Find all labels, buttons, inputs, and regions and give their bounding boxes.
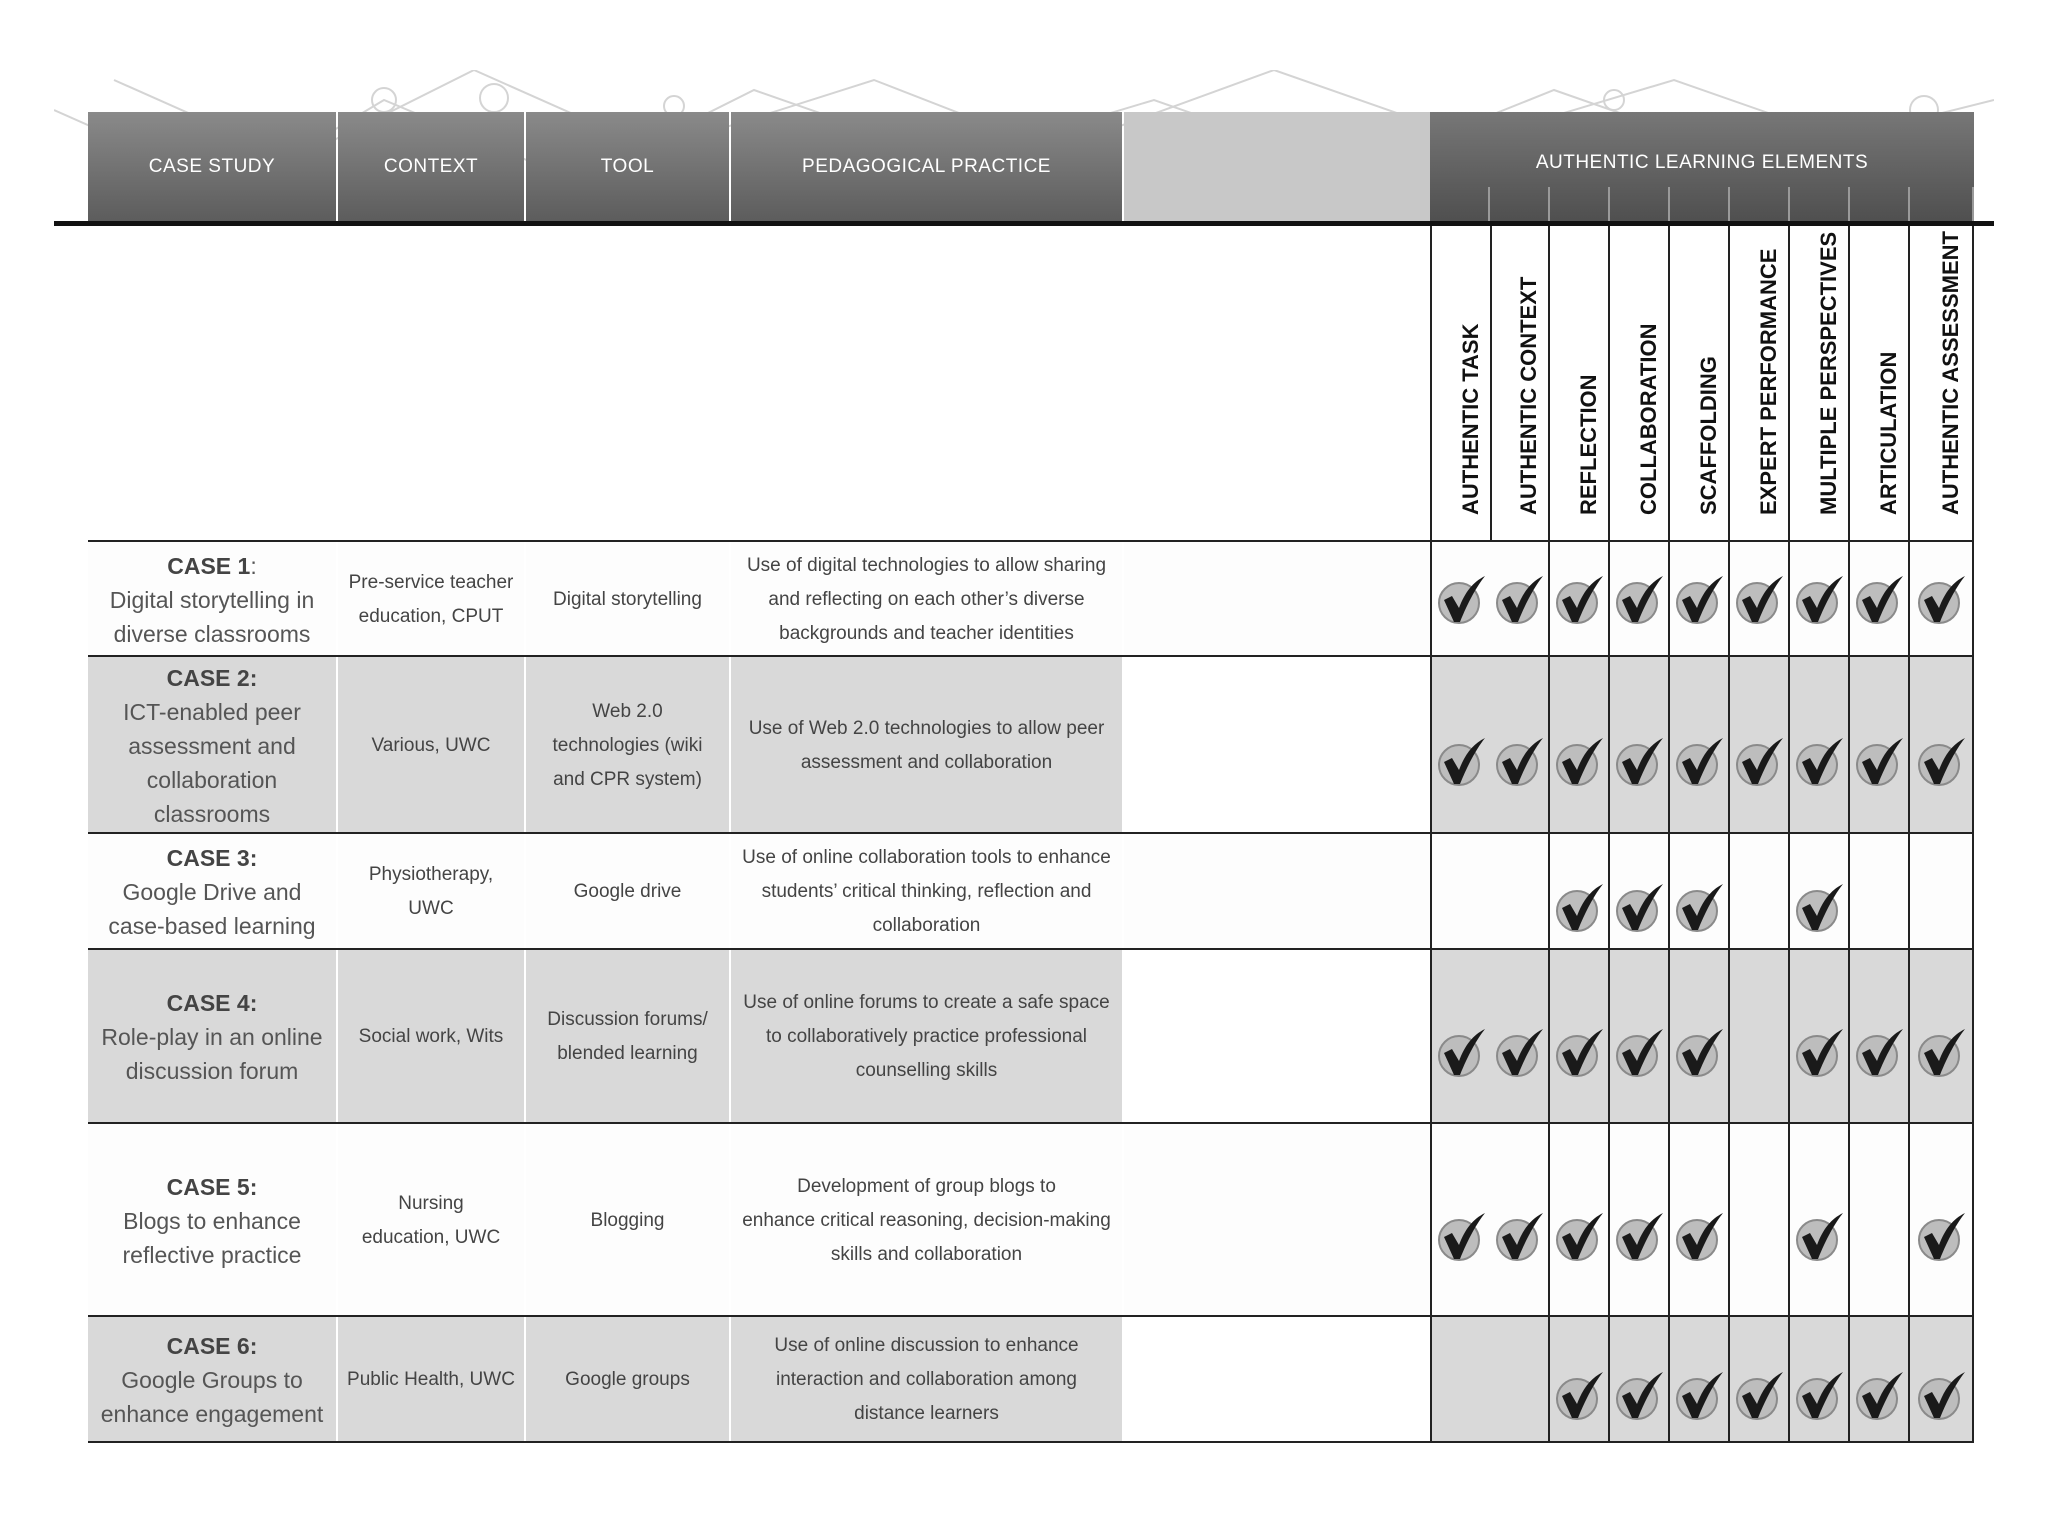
context-line: UWC bbox=[408, 898, 454, 919]
check-cell-multiple-perspectives bbox=[1790, 657, 1850, 834]
practice-cell bbox=[731, 542, 1124, 657]
practice-cell bbox=[731, 950, 1124, 1124]
case-cell bbox=[88, 834, 338, 950]
context-line: Physiotherapy, bbox=[368, 864, 494, 885]
table-row bbox=[88, 948, 1974, 1124]
checkmark-icon bbox=[1435, 736, 1487, 788]
check-cell-authentic-assessment bbox=[1910, 542, 1974, 657]
case-label bbox=[123, 661, 301, 695]
check-cell-authentic-context bbox=[1490, 950, 1550, 1124]
case-number: CASE 5: bbox=[166, 1173, 258, 1200]
context-cell bbox=[338, 1317, 526, 1443]
practice-line: Development of group blogs to bbox=[797, 1175, 1056, 1197]
checkmark-icon bbox=[1553, 736, 1605, 788]
column-header-authentic-context bbox=[1490, 226, 1550, 540]
checkmark-icon bbox=[1553, 1211, 1605, 1263]
tool-line: Web 2.0 bbox=[592, 700, 663, 722]
check-cell-reflection bbox=[1550, 950, 1610, 1124]
check-cell-expert-performance bbox=[1730, 542, 1790, 657]
practice-line: Use of online forums to create a safe space bbox=[743, 992, 1110, 1013]
checkmark-icon bbox=[1673, 1211, 1725, 1263]
header-authentic-learning-elements-label: AUTHENTIC LEARNING ELEMENTS bbox=[1535, 152, 1869, 173]
header-subcell bbox=[1730, 187, 1790, 222]
context-cell bbox=[338, 542, 526, 657]
context-line: Social work, Wits bbox=[358, 1026, 504, 1047]
column-header-scaffolding bbox=[1670, 226, 1730, 540]
checkmark-icon bbox=[1793, 736, 1845, 788]
case-title-line: discussion forum bbox=[125, 1058, 299, 1084]
context-line: education, CPUT bbox=[358, 605, 504, 627]
practice-line: backgrounds and teacher identities bbox=[779, 622, 1074, 644]
practice-line: Use of Web 2.0 technologies to allow peer bbox=[748, 717, 1105, 739]
checkmark-icon bbox=[1853, 574, 1905, 626]
column-header-articulation bbox=[1850, 226, 1910, 540]
check-cell-expert-performance bbox=[1730, 950, 1790, 1124]
table-row bbox=[88, 832, 1974, 950]
column-header-authentic-assessment bbox=[1910, 226, 1974, 540]
header-subcell bbox=[1910, 187, 1974, 222]
case-label bbox=[110, 549, 315, 583]
practice-line: skills and collaboration bbox=[830, 1243, 1023, 1265]
check-cell-scaffolding bbox=[1670, 950, 1730, 1124]
context-line: education, UWC bbox=[361, 1226, 501, 1248]
context-cell bbox=[338, 1124, 526, 1317]
check-cell-collaboration bbox=[1610, 834, 1670, 950]
checkmark-icon bbox=[1793, 882, 1845, 934]
context-cell bbox=[338, 834, 526, 950]
checkmark-icon bbox=[1673, 574, 1725, 626]
checkmark-icon bbox=[1493, 1027, 1545, 1079]
case-title-line: reflective practice bbox=[122, 1241, 302, 1268]
checkmark-icon bbox=[1793, 1027, 1845, 1079]
practice-line: Use of digital technologies to allow sharing bbox=[746, 554, 1107, 576]
case-label bbox=[101, 1329, 324, 1363]
header-subcell bbox=[1850, 187, 1910, 222]
check-cell-collaboration bbox=[1610, 542, 1670, 657]
check-cell-reflection bbox=[1550, 657, 1610, 834]
practice-line: interaction and collaboration among bbox=[775, 1369, 1077, 1390]
checkmark-icon bbox=[1435, 1027, 1487, 1079]
checkmark-icon bbox=[1553, 574, 1605, 626]
tool-cell bbox=[526, 1317, 731, 1443]
tool-line: Google groups bbox=[565, 1369, 690, 1390]
check-cell-articulation bbox=[1850, 542, 1910, 657]
check-cell-authentic-assessment bbox=[1910, 1124, 1974, 1317]
check-cell-collaboration bbox=[1610, 1317, 1670, 1443]
spacer-cell bbox=[1124, 1317, 1430, 1443]
checkmark-icon bbox=[1613, 882, 1665, 934]
check-cell-authentic-assessment bbox=[1910, 657, 1974, 834]
practice-line: assessment and collaboration bbox=[800, 751, 1053, 773]
context-line: Nursing bbox=[398, 1192, 464, 1214]
check-cell-authentic-assessment bbox=[1910, 834, 1974, 950]
tool-line: technologies (wiki bbox=[552, 734, 703, 756]
case-number: CASE 4: bbox=[166, 990, 258, 1016]
practice-cell bbox=[731, 657, 1124, 834]
column-header-expert-performance bbox=[1730, 226, 1790, 540]
header-context bbox=[338, 112, 524, 222]
check-cell-articulation bbox=[1850, 657, 1910, 834]
case-number: CASE 3: bbox=[166, 845, 258, 871]
case-cell bbox=[88, 657, 338, 834]
header-subcell bbox=[1490, 187, 1550, 222]
checkmark-icon bbox=[1915, 574, 1967, 626]
column-header-collaboration bbox=[1610, 226, 1670, 540]
case-title-line: diverse classrooms bbox=[113, 620, 311, 647]
check-cell-expert-performance bbox=[1730, 834, 1790, 950]
context-line: Public Health, UWC bbox=[347, 1369, 515, 1390]
header-pedagogical-practice-label: PEDAGOGICAL PRACTICE bbox=[802, 156, 1051, 177]
checkmark-icon bbox=[1435, 1211, 1487, 1263]
checkmark-icon bbox=[1613, 1027, 1665, 1079]
checkmark-icon bbox=[1793, 1370, 1845, 1422]
column-header-authentic-task bbox=[1430, 226, 1492, 540]
header-authentic-learning-elements bbox=[1430, 112, 1974, 222]
spacer-cell bbox=[1124, 542, 1430, 657]
checkmark-icon bbox=[1733, 1370, 1785, 1422]
checkmark-icon bbox=[1613, 1370, 1665, 1422]
case-number: CASE 1 bbox=[167, 552, 251, 579]
check-cell-collaboration bbox=[1610, 950, 1670, 1124]
check-cell-scaffolding bbox=[1670, 834, 1730, 950]
table-row bbox=[88, 655, 1974, 834]
check-cell-articulation bbox=[1850, 950, 1910, 1124]
header-spacer bbox=[1124, 112, 1430, 222]
case-number: CASE 2: bbox=[166, 664, 258, 691]
table-row bbox=[88, 540, 1974, 657]
check-cell-authentic-context bbox=[1490, 1317, 1550, 1443]
practice-cell bbox=[731, 1317, 1124, 1443]
column-header-label: AUTHENTIC CONTEXT bbox=[1516, 276, 1541, 515]
checkmark-icon bbox=[1673, 736, 1725, 788]
case-title-line: collaboration bbox=[146, 766, 278, 793]
case-number: CASE 6: bbox=[166, 1333, 258, 1359]
header-subcell bbox=[1430, 187, 1490, 222]
header-context-label: CONTEXT bbox=[383, 156, 479, 177]
checkmark-icon bbox=[1553, 1027, 1605, 1079]
check-cell-expert-performance bbox=[1730, 657, 1790, 834]
case-cell bbox=[88, 1124, 338, 1317]
check-cell-multiple-perspectives bbox=[1790, 834, 1850, 950]
check-cell-authentic-context bbox=[1490, 834, 1550, 950]
practice-line: counselling skills bbox=[855, 1060, 998, 1081]
practice-cell bbox=[731, 1124, 1124, 1317]
check-cell-articulation bbox=[1850, 1317, 1910, 1443]
checkmark-icon bbox=[1853, 1370, 1905, 1422]
tool-line: and CPR system) bbox=[553, 768, 702, 790]
checkmark-icon bbox=[1853, 736, 1905, 788]
practice-cell bbox=[731, 834, 1124, 950]
checkmark-icon bbox=[1435, 574, 1487, 626]
checkmark-icon bbox=[1493, 736, 1545, 788]
spacer-cell bbox=[1124, 1124, 1430, 1317]
case-label bbox=[108, 841, 315, 875]
check-cell-reflection bbox=[1550, 1317, 1610, 1443]
check-cell-authentic-task bbox=[1430, 950, 1492, 1124]
column-header-label: ARTICULATION bbox=[1876, 351, 1901, 515]
case-label bbox=[101, 986, 322, 1020]
checkmark-icon bbox=[1915, 1370, 1967, 1422]
check-cell-multiple-perspectives bbox=[1790, 1124, 1850, 1317]
column-header-label: SCAFFOLDING bbox=[1696, 356, 1721, 515]
checkmark-icon bbox=[1915, 736, 1967, 788]
practice-line: collaboration bbox=[872, 915, 981, 936]
check-cell-authentic-assessment bbox=[1910, 1317, 1974, 1443]
case-title-line: Google Groups to bbox=[121, 1367, 303, 1393]
check-cell-articulation bbox=[1850, 1124, 1910, 1317]
tool-line: Discussion forums/ bbox=[547, 1009, 708, 1030]
checkmark-icon bbox=[1793, 574, 1845, 626]
tool-cell bbox=[526, 1124, 731, 1317]
practice-line: Use of online discussion to enhance bbox=[774, 1335, 1079, 1356]
check-cell-reflection bbox=[1550, 834, 1610, 950]
column-header-multiple-perspectives bbox=[1790, 226, 1850, 540]
tool-line: Google drive bbox=[573, 881, 682, 902]
practice-line: students’ critical thinking, reflection and bbox=[761, 881, 1092, 902]
spacer-cell bbox=[1124, 950, 1430, 1124]
header-case-study bbox=[88, 112, 336, 222]
practice-line: Use of online collaboration tools to enhance bbox=[742, 847, 1111, 868]
checkmark-icon bbox=[1553, 1370, 1605, 1422]
spacer-cell bbox=[1124, 657, 1430, 834]
case-title-line: Role-play in an online bbox=[101, 1024, 323, 1050]
tool-line: blended learning bbox=[557, 1043, 698, 1064]
check-cell-authentic-task bbox=[1430, 834, 1492, 950]
case-title-line: classrooms bbox=[153, 800, 271, 827]
case-title-line: Blogs to enhance bbox=[123, 1207, 301, 1234]
case-title-line: enhance engagement bbox=[100, 1401, 324, 1427]
practice-line: distance learners bbox=[854, 1403, 999, 1424]
checkmark-icon bbox=[1733, 574, 1785, 626]
check-cell-authentic-context bbox=[1490, 542, 1550, 657]
column-header-label: AUTHENTIC TASK bbox=[1458, 323, 1483, 515]
spacer-cell bbox=[1124, 834, 1430, 950]
check-cell-scaffolding bbox=[1670, 1124, 1730, 1317]
header-subcell bbox=[1670, 187, 1730, 222]
column-header-label: COLLABORATION bbox=[1636, 323, 1661, 515]
practice-line: and reflecting on each other’s diverse bbox=[768, 588, 1085, 610]
tool-cell bbox=[526, 834, 731, 950]
check-cell-authentic-task bbox=[1430, 542, 1492, 657]
checkmark-icon bbox=[1915, 1027, 1967, 1079]
tool-line: Digital storytelling bbox=[553, 588, 702, 610]
check-cell-authentic-context bbox=[1490, 657, 1550, 834]
header-pedagogical-practice bbox=[731, 112, 1122, 222]
practice-line: enhance critical reasoning, decision-making bbox=[742, 1209, 1111, 1231]
table-row bbox=[88, 1122, 1974, 1317]
column-header-label: REFLECTION bbox=[1576, 374, 1601, 515]
context-cell bbox=[338, 950, 526, 1124]
check-cell-multiple-perspectives bbox=[1790, 950, 1850, 1124]
check-cell-authentic-task bbox=[1430, 1317, 1492, 1443]
case-title-line: Digital storytelling in bbox=[109, 586, 315, 613]
check-cell-authentic-task bbox=[1430, 1124, 1492, 1317]
check-cell-authentic-context bbox=[1490, 1124, 1550, 1317]
check-cell-authentic-assessment bbox=[1910, 950, 1974, 1124]
checkmark-icon bbox=[1613, 736, 1665, 788]
tool-cell bbox=[526, 657, 731, 834]
tool-cell bbox=[526, 950, 731, 1124]
table-row bbox=[88, 1315, 1974, 1443]
checkmark-icon bbox=[1915, 1211, 1967, 1263]
column-header-label: MULTIPLE PERSPECTIVES bbox=[1816, 231, 1841, 515]
checkmark-icon bbox=[1613, 574, 1665, 626]
header-subcell bbox=[1790, 187, 1850, 222]
checkmark-icon bbox=[1493, 1211, 1545, 1263]
header-tool-label: TOOL bbox=[600, 156, 655, 177]
case-title-line: case-based learning bbox=[108, 913, 316, 939]
check-cell-reflection bbox=[1550, 1124, 1610, 1317]
checkmark-icon bbox=[1733, 736, 1785, 788]
check-cell-scaffolding bbox=[1670, 657, 1730, 834]
column-header-reflection bbox=[1550, 226, 1610, 540]
case-label bbox=[123, 1170, 302, 1204]
case-title-line: ICT-enabled peer bbox=[123, 698, 301, 725]
checkmark-icon bbox=[1493, 574, 1545, 626]
check-cell-expert-performance bbox=[1730, 1317, 1790, 1443]
header-case-study-label: CASE STUDY bbox=[148, 156, 276, 177]
case-cell bbox=[88, 950, 338, 1124]
case-title-line: assessment and bbox=[128, 732, 296, 759]
checkmark-icon bbox=[1553, 882, 1605, 934]
tool-cell bbox=[526, 542, 731, 657]
column-header-label: EXPERT PERFORMANCE bbox=[1756, 248, 1781, 515]
case-cell bbox=[88, 542, 338, 657]
header-subcell bbox=[1610, 187, 1670, 222]
checkmark-icon bbox=[1613, 1211, 1665, 1263]
check-cell-scaffolding bbox=[1670, 1317, 1730, 1443]
check-cell-expert-performance bbox=[1730, 1124, 1790, 1317]
header-tool bbox=[526, 112, 729, 222]
check-cell-collaboration bbox=[1610, 657, 1670, 834]
case-cell bbox=[88, 1317, 338, 1443]
check-cell-collaboration bbox=[1610, 1124, 1670, 1317]
check-cell-articulation bbox=[1850, 834, 1910, 950]
checkmark-icon bbox=[1673, 1370, 1725, 1422]
column-header-label: AUTHENTIC ASSESSMENT bbox=[1938, 231, 1963, 515]
checkmark-icon bbox=[1793, 1211, 1845, 1263]
table-bottom-rule bbox=[88, 1441, 1974, 1443]
context-line: Various, UWC bbox=[371, 734, 491, 756]
checkmark-icon bbox=[1673, 1027, 1725, 1079]
practice-line: to collaboratively practice professional bbox=[765, 1026, 1088, 1047]
tool-line: Blogging bbox=[590, 1209, 665, 1231]
check-cell-multiple-perspectives bbox=[1790, 1317, 1850, 1443]
checkmark-icon bbox=[1853, 1027, 1905, 1079]
checkmark-icon bbox=[1673, 882, 1725, 934]
case-title-line: Google Drive and bbox=[122, 879, 302, 905]
context-cell bbox=[338, 657, 526, 834]
check-cell-reflection bbox=[1550, 542, 1610, 657]
check-cell-scaffolding bbox=[1670, 542, 1730, 657]
header-subcell bbox=[1550, 187, 1610, 222]
check-cell-multiple-perspectives bbox=[1790, 542, 1850, 657]
context-line: Pre-service teacher bbox=[348, 571, 514, 593]
check-cell-authentic-task bbox=[1430, 657, 1492, 834]
case-suffix: : bbox=[250, 552, 257, 579]
